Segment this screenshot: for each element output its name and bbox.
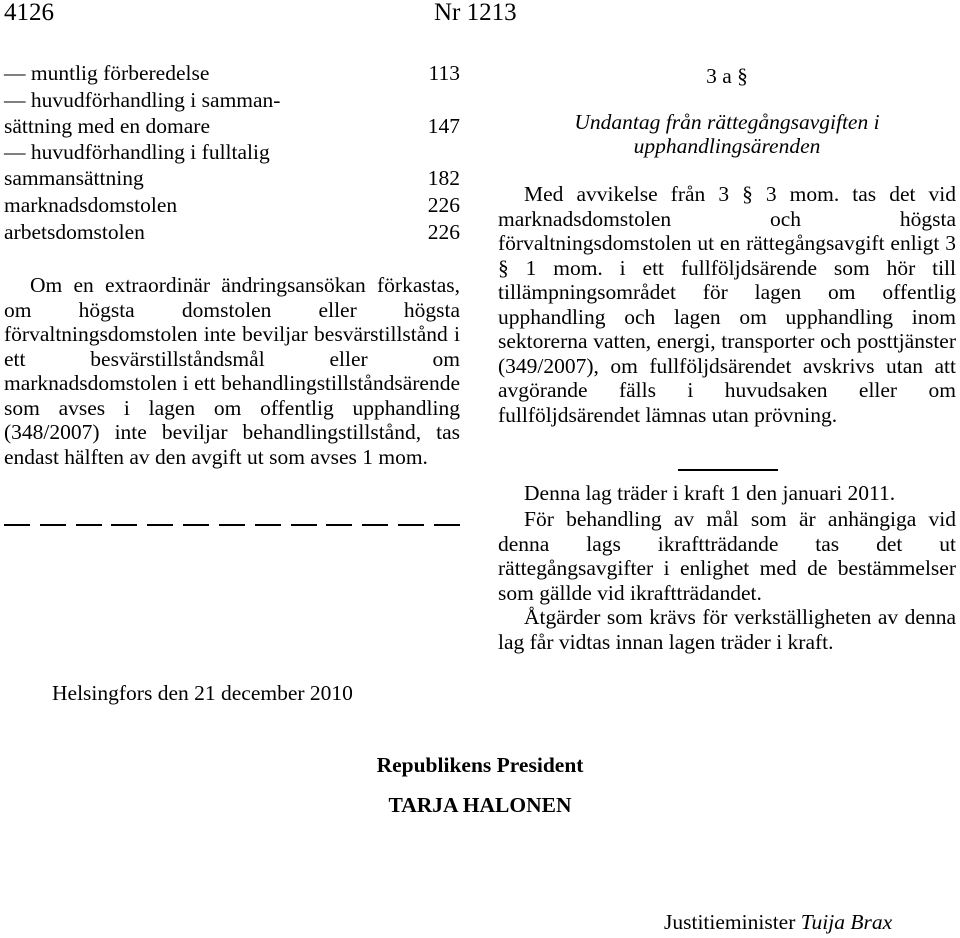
minister-name: Tuija Brax: [800, 910, 893, 934]
fee-label: marknadsdomstolen: [4, 193, 178, 217]
fee-row: [4, 113, 460, 139]
implementation-provision: Åtgärder som krävs för verkställigheten av denna lag får vidtas innan lagen träder i kraft.: [498, 605, 956, 654]
fee-value: 147: [427, 114, 460, 138]
fee-label: — muntlig förberedelse: [4, 61, 210, 85]
fee-row: [4, 219, 460, 245]
section-title-line1: Undantag från rättegångsavgiften i: [574, 110, 880, 134]
fee-row: [4, 60, 460, 86]
fee-value: 113: [428, 61, 460, 85]
fee-value: 182: [427, 166, 460, 190]
minister-title: Justitieminister: [664, 910, 796, 934]
fee-row: [4, 192, 460, 218]
fee-row: [4, 165, 460, 191]
president-title: Republikens President: [376, 753, 584, 777]
section-body: Med avvikelse från 3 § 3 mom. tas det vid marknadsdomstolen och högsta förvaltningsdomstolen ut en rättegångsavgift enligt 3 § 1 mom. i ett fullföljdsärende som hör till tillämpningsområdet för lagen om offentlig upphandling och lagen om upphandling inom sektorerna vatten, energi, transporter och posttjänster (349/2007), om fullföljdsärendet avskrivs utan att avgörande fälls i huvudsaken eller om fullföljdsärendet lämnas utan prövning.: [498, 182, 956, 427]
entry-into-force: Denna lag träder i kraft 1 den januari 2011.: [524, 481, 896, 505]
fee-label: — huvudförhandling i samman-: [4, 88, 281, 112]
fee-label: — huvudförhandling i fulltalig: [4, 140, 270, 164]
section-title-line2: upphandlingsärenden: [633, 134, 821, 158]
fee-label: sättning med en domare: [4, 114, 210, 138]
section-number: 3 a §: [706, 64, 748, 88]
fee-label: sammansättning: [4, 166, 144, 190]
fee-row: [4, 139, 460, 165]
fee-label: arbetsdomstolen: [4, 220, 145, 244]
place-and-date: Helsingfors den 21 december 2010: [52, 681, 353, 705]
fee-value: 226: [427, 220, 460, 244]
fee-row: [4, 87, 460, 113]
fee-value: 226: [427, 193, 460, 217]
transitional-provision: För behandling av mål som är anhängiga vid denna lags ikraftträdande tas det ut rättegångsavgifter i enlighet med de bestämmelser som gällde vid ikraftträdandet.: [498, 507, 956, 605]
paragraph-reduced-fee: Om en extraordinär ändringsansökan förkastas, om högsta domstolen eller högsta förvaltningsdomstolen inte beviljar besvärstillstånd i ett besvärstillståndsmål eller om marknadsdomstolen i ett behandlingstillståndsärende som avses i lagen om offentlig upphandling (348/2007) inte beviljar behandlingstillstånd, tas endast hälften av den avgift ut som avses 1 mom.: [4, 273, 460, 469]
separator-rule: [678, 469, 778, 471]
president-name: TARJA HALONEN: [388, 793, 572, 817]
section-end-dashes: [4, 512, 460, 536]
page-number: 4126: [4, 0, 54, 26]
issue-number: Nr 1213: [434, 0, 517, 26]
minister-signature: [664, 909, 892, 935]
